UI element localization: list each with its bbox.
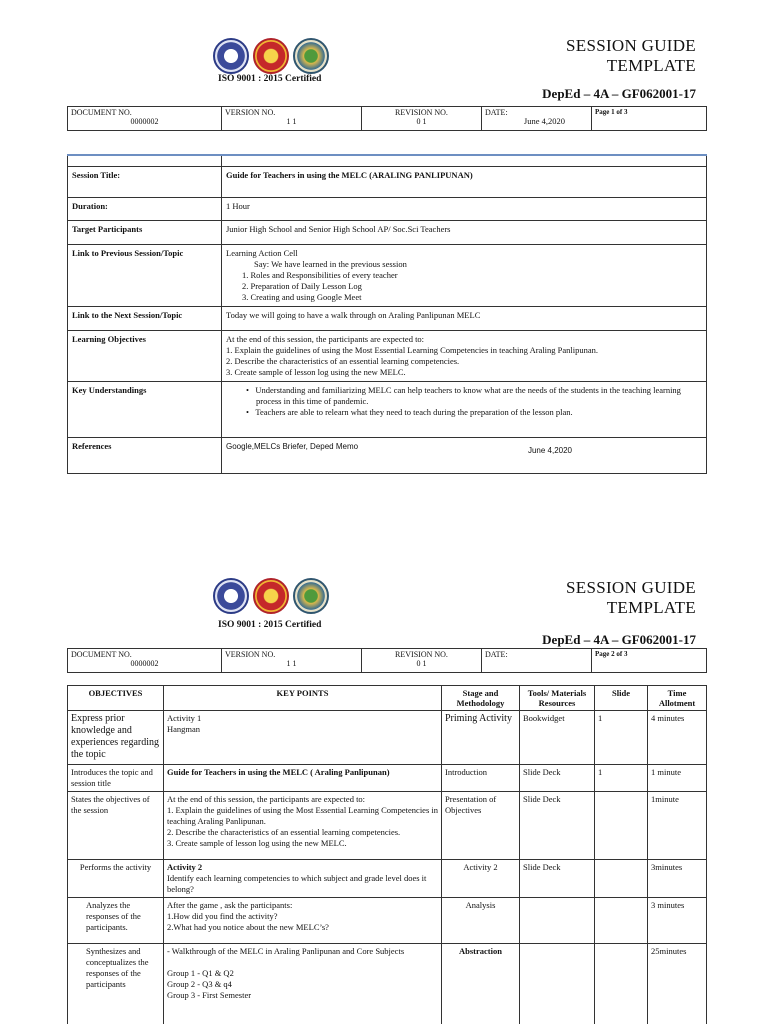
school-seal-logo	[293, 38, 329, 74]
references-value: Google,MELCs Briefer, Deped Memo June 4,2020	[222, 437, 707, 473]
session-title-value: Guide for Teachers in using the MELC (ARALING PANLIPUNAN)	[222, 166, 707, 197]
key-points-header: KEY POINTS	[164, 686, 442, 711]
document-info-table	[67, 106, 707, 131]
deped-seal-logo	[213, 578, 249, 614]
page-number-cell: Page 2 of 3	[592, 649, 707, 673]
page-2	[0, 540, 768, 1024]
participants-label: Target Participants	[68, 220, 222, 244]
table-row: Performs the activity Activity 2 Identify each learning competencies to which subject and grade level does it belong? Activity 2 Slide Deck 3minutes	[68, 860, 707, 898]
revision-no-cell: REVISION NO. 0 1	[362, 107, 482, 131]
session-title-label: Session Title:	[68, 166, 222, 197]
slide-header: Slide	[595, 686, 648, 711]
time-header: Time Allotment	[648, 686, 707, 711]
document-no-cell: DOCUMENT NO. 0000002	[68, 649, 222, 673]
version-no-cell: VERSION NO. 1 1	[222, 107, 362, 131]
stage-header: Stage and Methodology	[442, 686, 520, 711]
date-cell: DATE:	[482, 649, 592, 673]
references-label: References	[68, 437, 222, 473]
table-row: Analyzes the responses of the participants. After the game , ask the participants: 1.How did you find the activity? 2.What had you notice about the new MELC’s? Analysis 3 minutes	[68, 898, 707, 944]
logo-group	[213, 38, 331, 76]
session-info-table	[67, 154, 707, 474]
previous-session-label: Link to Previous Session/Topic	[68, 244, 222, 306]
version-no-cell: VERSION NO. 1 1	[222, 649, 362, 673]
page-1	[0, 0, 768, 480]
school-seal-logo	[293, 578, 329, 614]
session-guide-title: SESSION GUIDE TEMPLATE	[566, 36, 696, 75]
logo-group	[213, 578, 331, 616]
revision-no-cell: REVISION NO. 0 1	[362, 649, 482, 673]
deped-seal-logo	[213, 38, 249, 74]
table-row: Synthesizes and conceptualizes the responses of the participants - Walkthrough of the MELC in Araling Panlipunan and Core Subjects Group 1 - Q1 & Q2 Group 2 - Q3 & q4 Group 3 - First Semester Abstraction 25minutes	[68, 944, 707, 1024]
division-seal-logo	[253, 578, 289, 614]
iso-certified-label: ISO 9001 : 2015 Certified	[218, 620, 322, 630]
document-info-table	[67, 648, 707, 673]
bullet-item: • Teachers are able to relearn what they need to teach during the preparation of the lesson plan.	[246, 406, 573, 417]
learning-objectives-value: At the end of this session, the participants are expected to: 1. Explain the guidelines of using the Most Essential Learning Competencies in teaching Araling Panlipunan. 2. Describe the characteristics of an essential learning competencies. 3. Create sample of lesson log using the new MELC.	[222, 330, 707, 381]
division-seal-logo	[253, 38, 289, 74]
iso-certified-label: ISO 9001 : 2015 Certified	[218, 74, 322, 84]
page-number-cell: Page 1 of 3	[592, 107, 707, 131]
document-no-cell: DOCUMENT NO. 0000002	[68, 107, 222, 131]
tools-header: Tools/ Materials Resources	[520, 686, 595, 711]
key-understandings-value	[222, 381, 707, 437]
duration-label: Duration:	[68, 197, 222, 220]
bullet-item: • Understanding and familiarizing MELC can help teachers to know what are the needs of the students in the teaching learning process in this time of pandemic.	[246, 384, 681, 406]
next-session-label: Link to the Next Session/Topic	[68, 306, 222, 330]
table-row: States the objectives of the session At the end of this session, the participants are expected to: 1. Explain the guidelines of using the Most Essential Learning Competencies in teaching Araling Panlipunan. 2. Describe the characteristics of an essential learning competencies. 3. Create sample of lesson log using the new MELC. Presentation of Objectives Slide Deck 1minute	[68, 792, 707, 860]
table-row: Introduces the topic and session title Guide for Teachers in using the MELC ( Araling Panlipunan) Introduction Slide Deck 1 1 minute	[68, 765, 707, 792]
learning-objectives-label: Learning Objectives	[68, 330, 222, 381]
deped-form-code: DepEd – 4A – GF062001-17	[542, 632, 696, 647]
participants-value: Junior High School and Senior High School AP/ Soc.Sci Teachers	[222, 220, 707, 244]
objectives-header: OBJECTIVES	[68, 686, 164, 711]
next-session-value: Today we will going to have a walk through on Araling Panlipunan MELC	[222, 306, 707, 330]
date-cell: DATE: June 4,2020	[482, 107, 592, 131]
key-understandings-label: Key Understandings	[68, 381, 222, 437]
table-row: Express prior knowledge and experiences regarding the topic Activity 1 Hangman Priming Activity Bookwidget 1 4 minutes	[68, 711, 707, 765]
session-plan-table	[67, 685, 707, 1024]
previous-session-value: Learning Action Cell Say: We have learned in the previous session 1. Roles and Responsibilities of every teacher 2. Preparation of Daily Lesson Log 3. Creating and using Google Meet	[222, 244, 707, 306]
deped-form-code: DepEd – 4A – GF062001-17	[542, 86, 696, 101]
session-guide-title: SESSION GUIDE TEMPLATE	[566, 578, 696, 617]
duration-value: 1 Hour	[222, 197, 707, 220]
